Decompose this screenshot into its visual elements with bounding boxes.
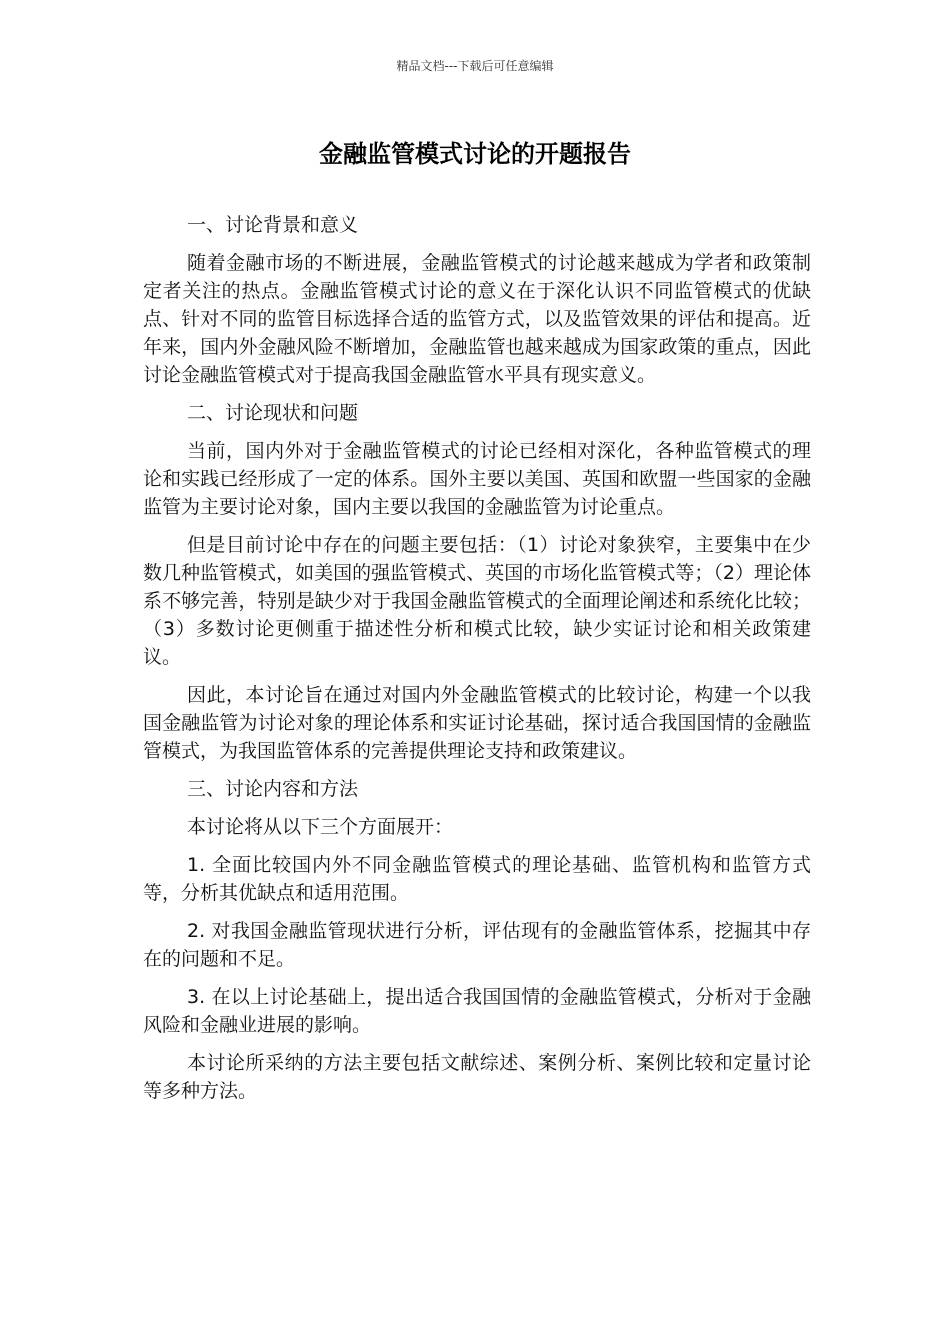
list-item-3: 3. 在以上讨论基础上，提出适合我国国情的金融监管模式，分析对于金融风险和金融业进展的影响。 (143, 986, 811, 1036)
section-heading-status: 二、讨论现状和问题 (187, 402, 359, 424)
document-body (143, 211, 811, 1115)
list-item-1: 1. 全面比较国内外不同金融监管模式的理论基础、监管机构和监管方式等，分析其优缺点和适用范围。 (143, 854, 811, 904)
list-item-2: 2. 对我国金融监管现状进行分析，评估现有的金融监管体系，挖掘其中存在的问题和不足。 (143, 920, 811, 970)
section-heading-background: 一、讨论背景和意义 (187, 214, 359, 236)
page-header-note: 精品文档---下载后可任意编辑 (396, 59, 554, 73)
paragraph-background: 随着金融市场的不断进展，金融监管模式的讨论越来越成为学者和政策制定者关注的热点。金融监管模式讨论的意义在于深化认识不同监管模式的优缺点、针对不同的监管目标选择合适的监管方式，以及监管效果的评估和提高。近年来，国内外金融风险不断增加，金融监管也越来越成为国家政策的重点，因此讨论金融监管模式对于提高我国金融监管水平具有现实意义。 (143, 252, 811, 386)
paragraph-purpose: 因此，本讨论旨在通过对国内外金融监管模式的比较讨论，构建一个以我国金融监管为讨论对象的理论体系和实证讨论基础，探讨适合我国国情的金融监管模式，为我国监管体系的完善提供理论支持和政策建议。 (143, 684, 811, 762)
paragraph-methods: 本讨论所采纳的方法主要包括文献综述、案例分析、案例比较和定量讨论等多种方法。 (143, 1052, 811, 1102)
section-heading-content-methods: 三、讨论内容和方法 (187, 778, 359, 800)
paragraph-problems: 但是目前讨论中存在的问题主要包括：（1）讨论对象狭窄，主要集中在少数几种监管模式，如美国的强监管模式、英国的市场化监管模式等；（2）理论体系不够完善，特别是缺少对于我国金融监管模式的全面理论阐述和系统化比较；（3）多数讨论更侧重于描述性分析和模式比较，缺少实证讨论和相关政策建议。 (143, 534, 811, 668)
paragraph-status: 当前，国内外对于金融监管模式的讨论已经相对深化，各种监管模式的理论和实践已经形成了一定的体系。国外主要以美国、英国和欧盟一些国家的金融监管为主要讨论对象，国内主要以我国的金融监管为讨论重点。 (143, 440, 811, 518)
document-title: 金融监管模式讨论的开题报告 (319, 140, 631, 168)
paragraph-content-intro: 本讨论将从以下三个方面展开： (187, 816, 454, 838)
